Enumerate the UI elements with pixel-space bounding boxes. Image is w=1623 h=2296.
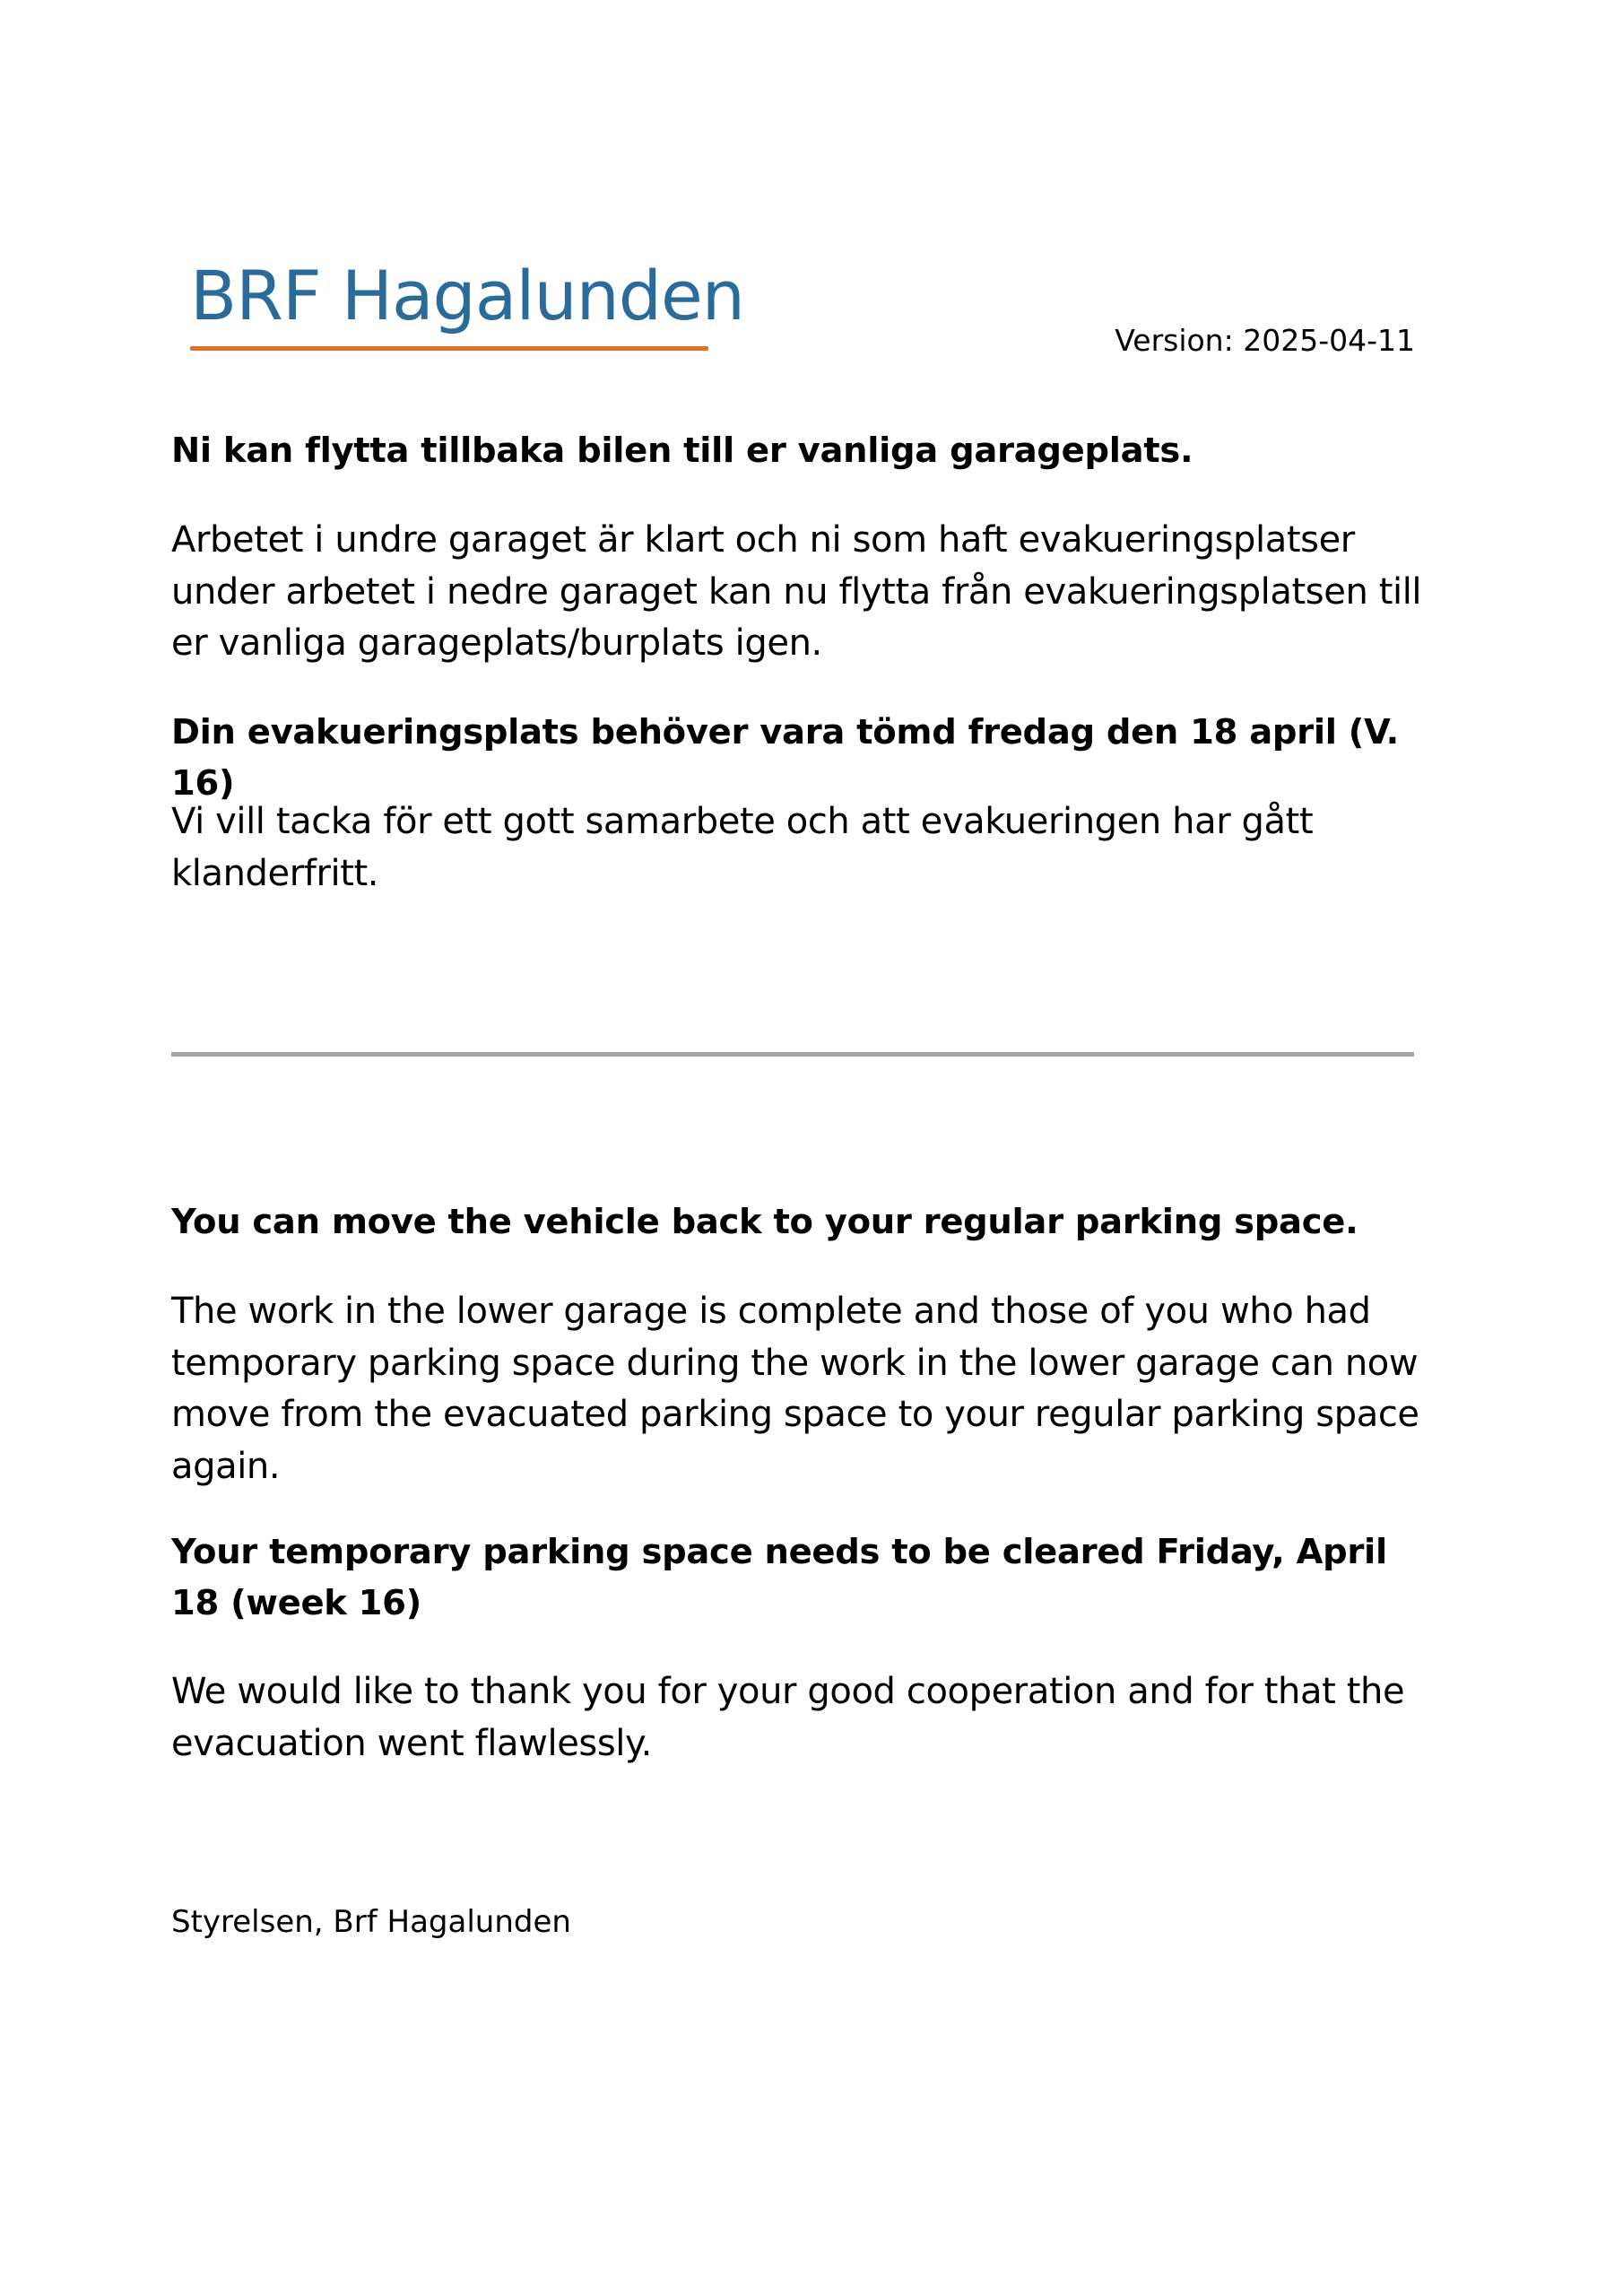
logo-text: BRF Hagalunden — [190, 256, 744, 335]
logo-underline — [190, 346, 708, 351]
brf-logo — [190, 253, 744, 351]
swedish-heading-block — [171, 425, 1427, 476]
english-subheading-block — [171, 1526, 1427, 1629]
english-paragraph-2: We would like to thank you for your good cooperation and for that the evacuation went flawlessly. — [171, 1671, 1405, 1764]
swedish-paragraph-2-block — [171, 796, 1427, 900]
english-heading-block — [171, 1196, 1427, 1248]
swedish-paragraph-1-block — [171, 515, 1427, 670]
swedish-heading: Ni kan flytta tillbaka bilen till er vanliga garageplats. — [171, 430, 1193, 471]
swedish-subheading-block — [171, 707, 1427, 809]
english-subheading: Your temporary parking space needs to be cleared Friday, April 18 (week 16) — [171, 1532, 1387, 1623]
english-heading: You can move the vehicle back to your regular parking space. — [171, 1202, 1358, 1242]
version-label: Version: 2025-04-11 — [1115, 323, 1415, 358]
signature: Styrelsen, Brf Hagalunden — [171, 1904, 571, 1940]
swedish-paragraph-1: Arbetet i undre garaget är klart och ni som haft evakueringsplatser under arbetet i nedre garaget kan nu flytta från evakueringsplatsen till er vanliga garageplats/burplats igen. — [171, 519, 1422, 664]
english-paragraph-2-block — [171, 1666, 1427, 1770]
swedish-subheading: Din evakueringsplats behöver vara tömd fredag den 18 april (V. 16) — [171, 712, 1399, 804]
swedish-paragraph-2: Vi vill tacka för ett gott samarbete och att evakueringen har gått klanderfritt. — [171, 801, 1314, 894]
section-divider — [171, 1052, 1414, 1057]
english-paragraph-1: The work in the lower garage is complete and those of you who had temporary parking space during the work in the lower garage can now move from the evacuated parking space to your regular parking space again. — [171, 1291, 1419, 1487]
english-paragraph-1-block — [171, 1286, 1427, 1492]
